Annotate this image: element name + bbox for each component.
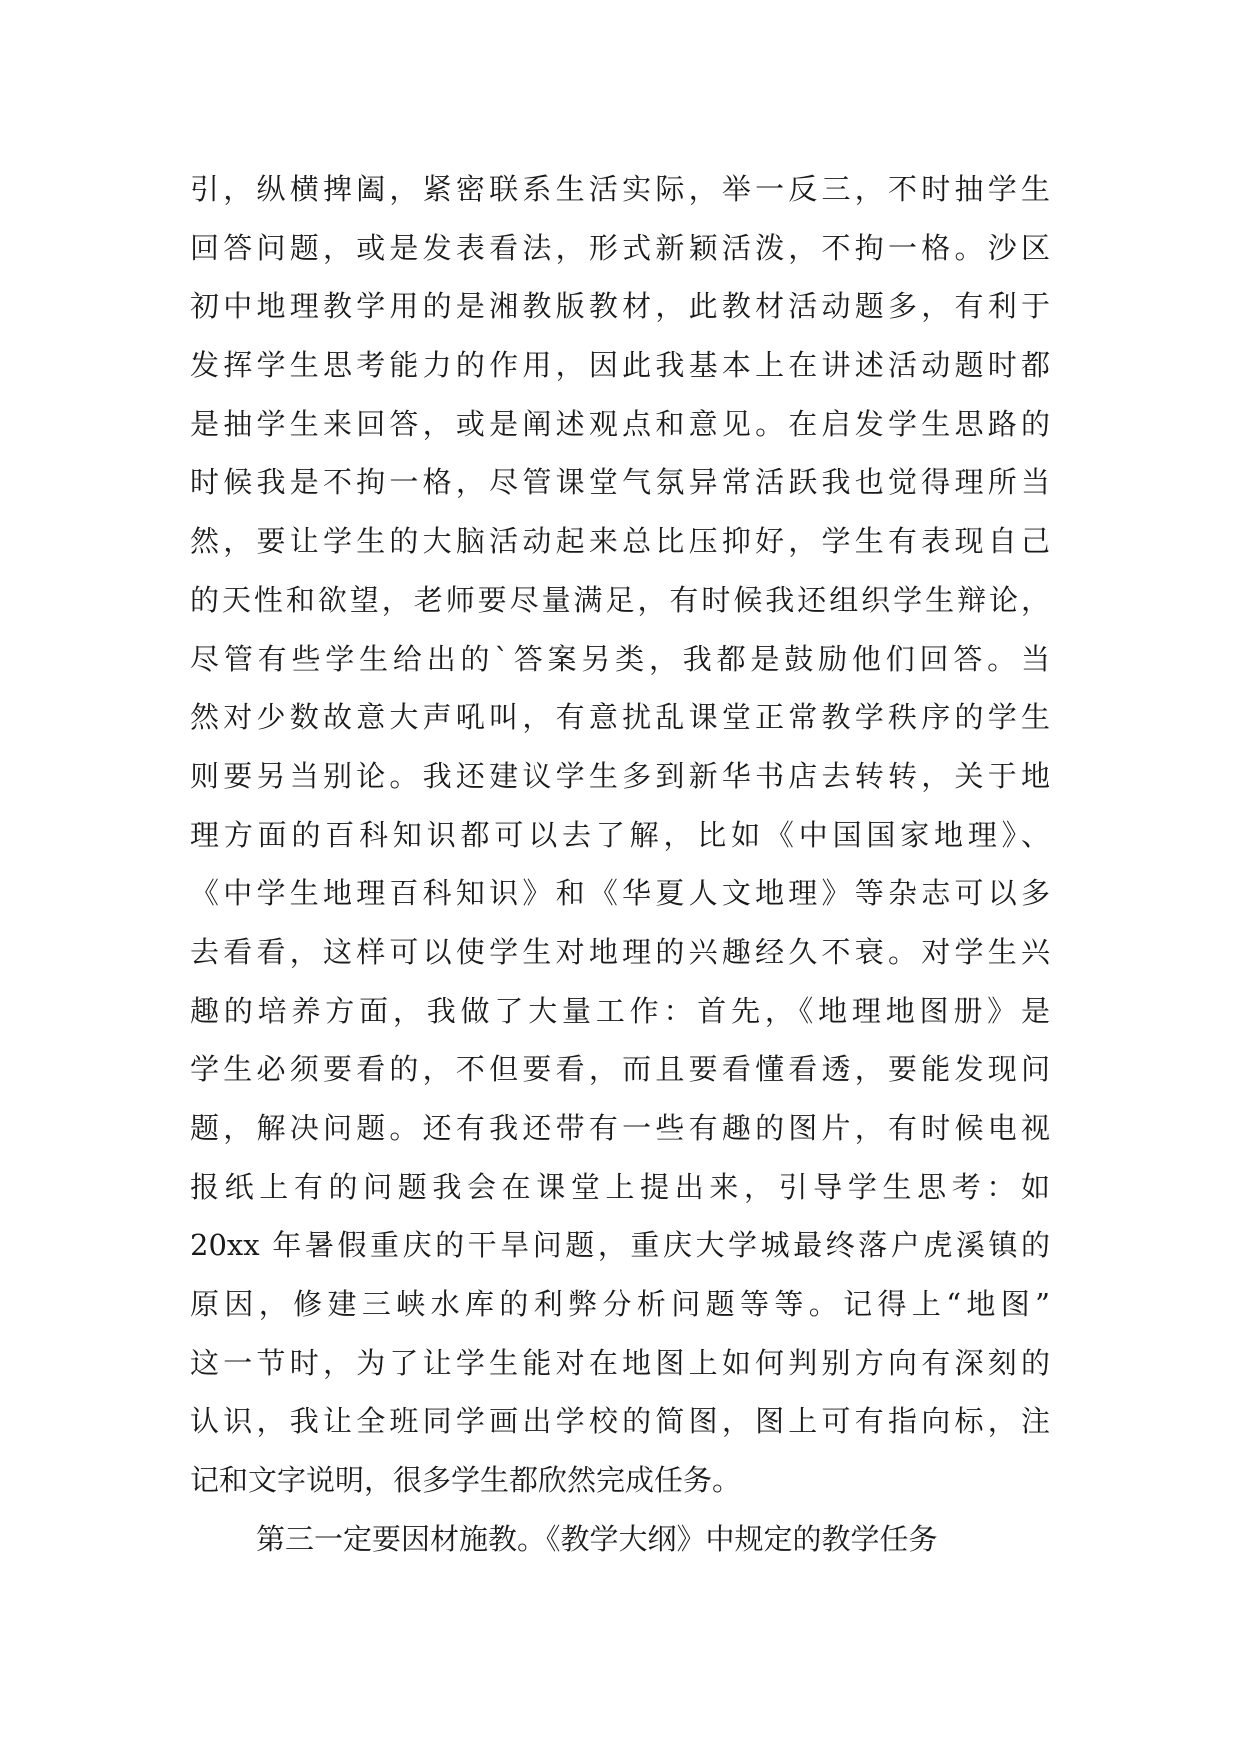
text-line: 是抽学生来回答，或是阐述观点和意见。在启发学生思路的 bbox=[190, 406, 1050, 441]
text-line: 然，要让学生的大脑活动起来总比压抑好，学生有表现自己 bbox=[190, 524, 1050, 559]
text-line: 报纸上有的问题我会在课堂上提出来，引导学生思考：如 bbox=[190, 1169, 1050, 1204]
text-line: 则要另当别论。我还建议学生多到新华书店去转转，关于地 bbox=[190, 758, 1050, 793]
text-line: 趣的培养方面，我做了大量工作：首先，《地理地图册》是 bbox=[190, 993, 1050, 1028]
text-line: 的天性和欲望，老师要尽量满足，有时候我还组织学生辩论， bbox=[190, 582, 1050, 617]
text-line: 认识，我让全班同学画出学校的简图，图上可有指向标，注 bbox=[190, 1404, 1050, 1439]
text-line: 去看看，这样可以使学生对地理的兴趣经久不衰。对学生兴 bbox=[190, 934, 1050, 969]
text-line: 尽管有些学生给出的`答案另类，我都是鼓励他们回答。当 bbox=[190, 641, 1050, 676]
text-line: 回答问题，或是发表看法，形式新颖活泼，不拘一格。沙区 bbox=[190, 230, 1050, 265]
text-line: 记和文字说明，很多学生都欣然完成任务。 bbox=[190, 1463, 742, 1498]
text-line: 初中地理教学用的是湘教版教材，此教材活动题多，有利于 bbox=[190, 289, 1050, 324]
text-line: 题，解决问题。还有我还带有一些有趣的图片，有时候电视 bbox=[190, 1111, 1050, 1145]
text-line: 原因，修建三峡水库的利弊分析问题等等。记得上“地图” bbox=[190, 1287, 1050, 1322]
text-line: 引，纵横捭阖，紧密联系生活实际，举一反三，不时抽学生 bbox=[190, 172, 1050, 206]
body-text bbox=[190, 160, 1050, 1569]
text-line: 理方面的百科知识都可以去了解，比如《中国国家地理》、 bbox=[190, 817, 1050, 852]
text-line: 《中学生地理百科知识》和《华夏人文地理》等杂志可以多 bbox=[190, 876, 1050, 911]
text-line: 这一节时，为了让学生能对在地图上如何判别方向有深刻的 bbox=[190, 1345, 1050, 1380]
text-line: 发挥学生思考能力的作用，因此我基本上在讲述活动题时都 bbox=[190, 348, 1050, 383]
text-line: 时候我是不拘一格，尽管课堂气氛异常活跃我也觉得理所当 bbox=[190, 465, 1050, 500]
text-line: 学生必须要看的，不但要看，而且要看懂看透，要能发现问 bbox=[190, 1052, 1050, 1087]
text-line: 20xx 年暑假重庆的干旱问题，重庆大学城最终落户虎溪镇的 bbox=[190, 1228, 1050, 1263]
text-line: 然对少数故意大声吼叫，有意扰乱课堂正常教学秩序的学生 bbox=[190, 700, 1050, 735]
paragraph-start-line: 第三一定要因材施教。《教学大纲》中规定的教学任务 bbox=[256, 1521, 938, 1556]
